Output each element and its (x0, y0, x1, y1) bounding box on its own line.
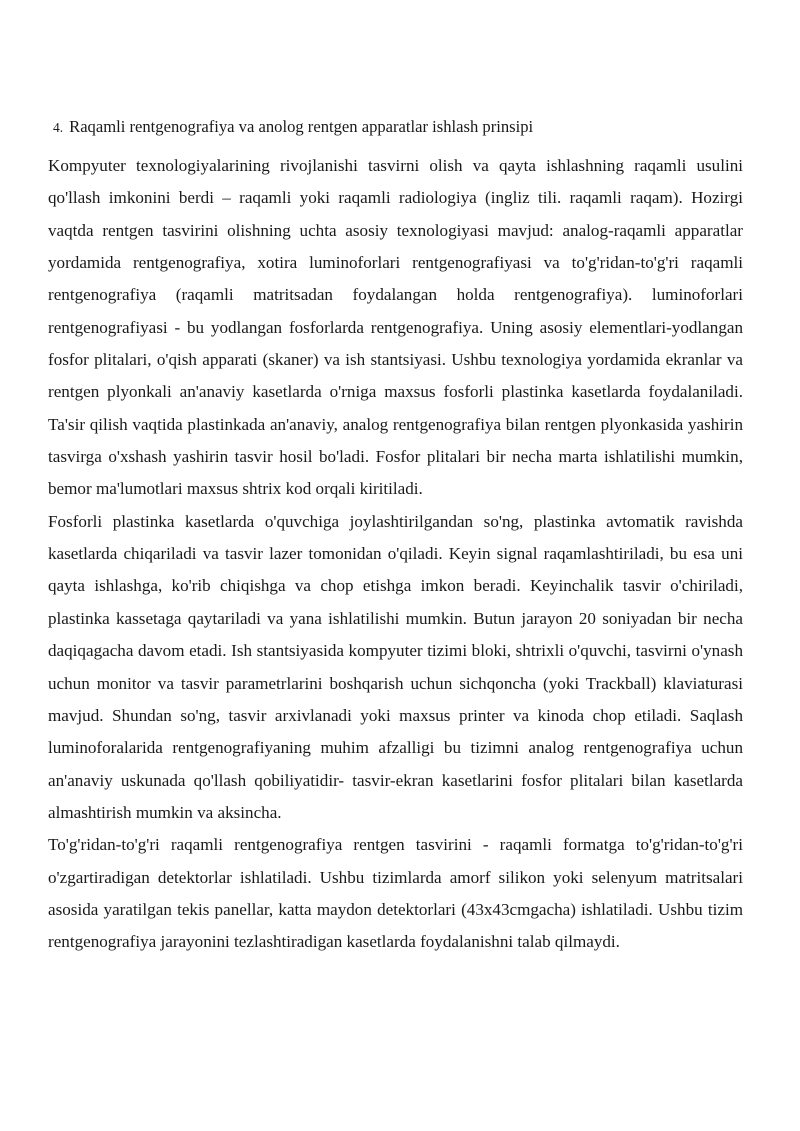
paragraph: Kompyuter texnologiyalarining rivojlanishi tasvirni olish va qayta ishlashning raqamli usulini qo'llash imkonini berdi – raqamli yoki raqamli radiologiya (ingliz tili. raqamli raqam). Hozirgi vaqtda rentgen tasvirini olishning uchta asosiy texnologiyasi mavjud: analog-raqamli apparatlar yordamida rentgenografiya, xotira luminoforlari rentgenografiyasi va to'g'ridan-to'g'ri raqamli rentgenografiya (raqamli matritsadan foydalangan holda rentgenografiya). luminoforlari rentgenografiyasi - bu yodlangan fosforlarda rentgenografiya. Uning asosiy elementlari-yodlangan fosfor plitalari, o'qish apparati (skaner) va ish stantsiyasi. Ushbu texnologiya yordamida ekranlar va rentgen plyonkali an'anaviy kasetlarda o'rniga maxsus fosforli plastinka kasetlarda foydalaniladi. Ta'sir qilish vaqtida plastinkada an'anaviy, analog rentgenografiya bilan rentgen plyonkasida yashirin tasvirga o'xshash yashirin tasvir hosil bo'ladi. Fosfor plitalari bir necha marta ishlatilishi mumkin, bemor ma'lumotlari maxsus shtrix kod orqali kiritiladi. (48, 156, 743, 499)
document-body (48, 150, 743, 959)
section-heading (50, 115, 750, 140)
paragraph: Fosforli plastinka kasetlarda o'quvchiga joylashtirilgandan so'ng, plastinka avtomatik ravishda kasetlarda chiqariladi va tasvir lazer tomonidan o'qiladi. Keyin signal raqamlashtiriladi, bu esa uni qayta ishlashga, ko'rib chiqishga va chop etishga imkon beradi. Keyinchalik tasvir o'chiriladi, plastinka kassetaga qaytariladi va yana ishlatilishi mumkin. Butun jarayon 20 soniyadan bir necha daqiqagacha davom etadi. Ish stantsiyasida kompyuter tizimi bloki, shtrixli o'quvchi, tasvirni o'ynash uchun monitor va tasvir parametrlarini boshqarish uchun sichqoncha (yoki Trackball) klaviaturasi mavjud. Shundan so'ng, tasvir arxivlanadi yoki maxsus printer va kinoda chop etiladi. Saqlash luminoforalarida rentgenografiyaning muhim afzalligi bu tizimni analog rentgenografiya uchun an'anaviy uskunada qo'llash qobiliyatidir- tasvir-ekran kasetlarini fosfor plitalari bilan kasetlarda almashtirish mumkin va aksincha. (48, 511, 743, 822)
section-number: 4. (53, 120, 64, 135)
section-title: Raqamli rentgenografiya va anolog rentgen apparatlar ishlash prinsipi (69, 117, 534, 136)
paragraph: To'g'ridan-to'g'ri raqamli rentgenografiya rentgen tasvirini - raqamli formatga to'g'ridan-to'g'ri o'zgartiradigan detektorlar ishlatiladi. Ushbu tizimlarda amorf silikon yoki selenyum matritsalari asosida yaratilgan tekis panellar, katta maydon detektorlari (43x43cmgacha) ishlatiladi. Ushbu tizim rentgenografiya jarayonini tezlashtiradigan kasetlarda foydalanishni talab qilmaydi. (48, 835, 743, 952)
